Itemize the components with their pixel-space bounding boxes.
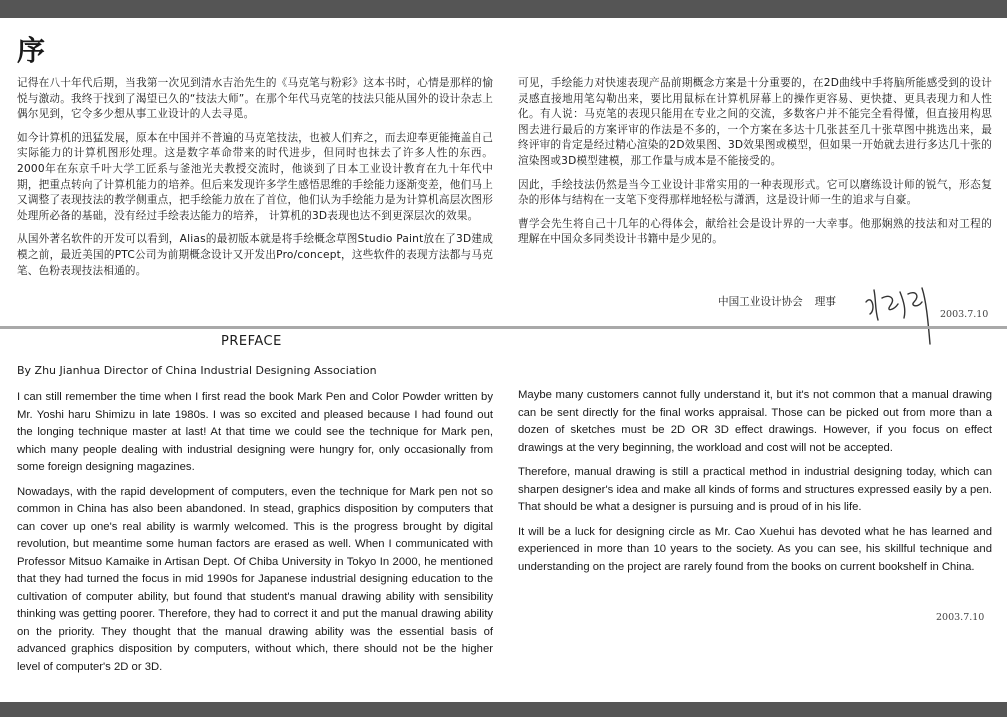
signature-role: 理事: [814, 296, 836, 308]
bottom-bar: [0, 702, 1007, 717]
english-right-column: [518, 387, 992, 583]
chinese-paragraph: 曹学会先生将自己十几年的心得体会，献给社会是设计界的一大幸事。他那娴熟的技法和对工程的理解在中国众多同类设计书籍中是少见的。: [518, 217, 992, 246]
chinese-right-column: [518, 76, 992, 256]
chinese-paragraph: 如今计算机的迅猛发展，原本在中国并不普遍的马克笔技法，也被人们弃之，而去迎奉更能掩盖自己实际能力的计算机图形处理。这是数字革命带来的时代进步，但同时也抹去了许多人性的东西。2000年在东京千叶大学工匠系与釜池光夫教授交流时，他谈到了日本工业设计教育在九十年代中期，把重点转向了计算机能力的培养。但后来发现许多学生感悟思维的手绘能力逐渐变差，他们马上又调整了表现技法的教学侧重点，把手绘能力放在了首位，他们认为手绘能力是为计算机高层次图形处理所必备的基础，没有经过手绘表达能力的培养， 计算机的3D表现也达不到更深层次的效果。: [17, 131, 493, 222]
english-paragraph: It will be a luck for designing circle as Mr. Cao Xuehui has devoted what he has learned and experienced in more than 10 years to the society. As you can see, his skillful technique and understanding on the project are rarely found from the books on current bookshelf in China.: [518, 525, 992, 573]
section-divider: [0, 326, 1007, 329]
english-left-column: [17, 389, 493, 683]
page-title-chinese: 序: [17, 34, 46, 67]
chinese-paragraph: 可见，手绘能力对快速表现产品前期概念方案是十分重要的，在2D曲线中手将脑所能感受到的设计灵感直接地用笔勾勒出来，要比用鼠标在计算机屏幕上的操作更容易、更快捷、更具表现力和人性化。有人说：马克笔的表现只能用在专业之间的交流，多数客户并不能完全看得懂，但直接用构思图去进行最后的方案评审的作法是不多的，一个方案在多达十几张甚至几十张草图中挑选出来，最终评审的肯定是经过精心渲染的2D效果图、3D效果图或模型，但如果一开始就去进行多达几十张的渲染图或3D模型建模，那工作量与成本是不能接受的。: [518, 77, 992, 167]
top-bar: [0, 0, 1007, 18]
page-title-english: PREFACE: [221, 334, 282, 349]
english-paragraph: Maybe many customers cannot fully understand it, but it's not common that a manual drawing can be sent directly for the final works appraisal. Those can be picked out from more than a dozen of sketches must be 2D OR 3D effect drawings. However, if you focus on effect drawings at the very beginning, the workload and cost will not be accepted.: [518, 389, 992, 454]
signature-line: [718, 294, 848, 309]
english-paragraph: Therefore, manual drawing is still a practical method in industrial designing today, which can sharpen designer's idea and make all kinds of forms and structures expressed easily by a pen. That should be what a designer is pursuing and is proud of in his life.: [518, 466, 992, 513]
english-paragraph: I can still remember the time when I first read the book Mark Pen and Color Powder written by Mr. Yoshi haru Shimizu in late 1980s. I was so excited and pleased because I had found out the longing technique master at last! At that time we could see the technique for Mark pen, which many people dealing with industrial designing were hungry for, only occasionally from some foreign designing magazines.: [17, 391, 493, 473]
english-date: 2003.7.10: [936, 612, 985, 623]
signature-organization: 中国工业设计协会: [718, 296, 803, 308]
chinese-paragraph: 从国外著名软件的开发可以看到，Alias的最初版本就是将手绘概念草图Studio Paint放在了3D建成模之前，最近美国的PTC公司为前期概念设计又开发出Pro/concept，这些软件的表现方法都与马克笔、色粉表现技法相通的。: [17, 233, 493, 277]
chinese-paragraph: 记得在八十年代后期，当我第一次见到清水吉治先生的《马克笔与粉彩》这本书时，心情是那样的愉悦与激动。我终于找到了渴望已久的“技法大师”。在那个年代马克笔的技法只能从国外的设计杂志上偶尔见到，它令多少想从事工业设计的人去寻觅。: [17, 77, 493, 121]
handwritten-signature: [860, 280, 940, 352]
chinese-paragraph: 因此，手绘技法仍然是当今工业设计非常实用的一种表现形式。它可以磨练设计师的锐气，形态复杂的形体与结构在一支笔下变得那样地轻松与潇洒，这是设计师一生的追求与自豪。: [518, 178, 992, 207]
english-paragraph: Nowadays, with the rapid development of computers, even the technique for Mark pen not so common in China has also been abandoned. In stead, graphics disposition by computers that can cover up one's real ability is warmly welcomed. This is the progress brought by digital revolution, but meantime some human factors are erased as well. When I communicated with Professor Mitsuo Kamaike in Artisan Dept. Of Chiba University in Tokyo In 2000, he mentioned that they had turned the focus in mid 1990s for Japanese industrial designing education to the cultivation of computer ability, but found that student's manual drawing ability with sensibility thinking was getting poorer. Therefore, they had to correct it and put the manual drawing ability on the priority. They thought that the manual drawing ability was the essential basis of advanced graphics disposition by computers, without which, there should not be the higher level of computer's 2D or 3D.: [17, 485, 493, 673]
chinese-left-column: [17, 76, 493, 287]
byline: By Zhu Jianhua Director of China Industrial Designing Association: [17, 364, 377, 377]
signature-date: 2003.7.10: [940, 309, 989, 320]
